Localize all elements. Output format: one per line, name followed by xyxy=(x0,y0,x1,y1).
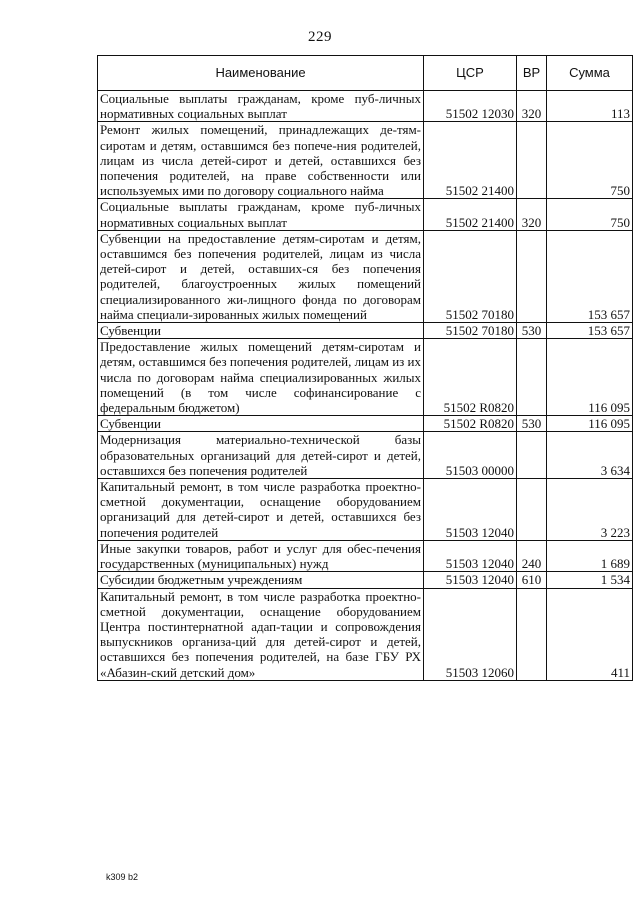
cell-name: Капитальный ремонт, в том числе разработка проектно-сметной документации, оснащение оборудованием Центра постинтернатной адап-тации и сопровождения выпускников организа-ций для детей-сирот и детей, оставшихся без попечения родителей, на базе ГБУ РХ «Абазин-ский детский дом» xyxy=(98,588,424,680)
cell-vr: 320 xyxy=(517,199,547,230)
cell-sum: 411 xyxy=(547,588,633,680)
cell-csr: 51502 70180 xyxy=(424,323,517,339)
table-row xyxy=(98,91,633,122)
column-header-vr: ВР xyxy=(517,56,547,91)
cell-csr: 51502 12030 xyxy=(424,91,517,122)
cell-name: Субсидии бюджетным учреждениям xyxy=(98,572,424,588)
cell-csr: 51502 R0820 xyxy=(424,416,517,432)
cell-vr xyxy=(517,339,547,416)
cell-sum: 153 657 xyxy=(547,230,633,322)
cell-vr xyxy=(517,432,547,479)
cell-sum: 116 095 xyxy=(547,339,633,416)
cell-sum: 1 689 xyxy=(547,540,633,571)
cell-sum: 153 657 xyxy=(547,323,633,339)
cell-name: Субвенции xyxy=(98,323,424,339)
cell-csr: 51503 12040 xyxy=(424,572,517,588)
cell-csr: 51503 12040 xyxy=(424,479,517,541)
cell-name: Модернизация материально-технической базы образовательных организаций для детей-сирот и детей, оставшихся без попечения родителей xyxy=(98,432,424,479)
cell-vr: 530 xyxy=(517,416,547,432)
cell-vr: 530 xyxy=(517,323,547,339)
cell-name: Социальные выплаты гражданам, кроме пуб-личных нормативных социальных выплат xyxy=(98,91,424,122)
cell-vr xyxy=(517,588,547,680)
cell-sum: 3 634 xyxy=(547,432,633,479)
footer-code: k309 b2 xyxy=(106,872,139,882)
budget-table xyxy=(97,55,633,681)
cell-vr: 610 xyxy=(517,572,547,588)
cell-name: Капитальный ремонт, в том числе разработка проектно-сметной документации, оснащение оборудованием организаций для детей-сирот и детей, оставшихся без попечения родителей xyxy=(98,479,424,541)
table-row xyxy=(98,339,633,416)
cell-csr: 51502 21400 xyxy=(424,199,517,230)
cell-csr: 51503 12060 xyxy=(424,588,517,680)
cell-vr: 320 xyxy=(517,91,547,122)
cell-csr: 51502 70180 xyxy=(424,230,517,322)
table-header xyxy=(98,56,633,91)
cell-name: Субвенции на предоставление детям-сиротам и детям, оставшимся без попечения родителей, лицам из числа детей-сирот и детей, оставших-ся без попечения родителей, благоустроенных жилых помещений специализированного жи-лищного фонда по договорам найма специали-зированных жилых помещений xyxy=(98,230,424,322)
cell-vr xyxy=(517,230,547,322)
cell-csr: 51502 R0820 xyxy=(424,339,517,416)
table-row xyxy=(98,588,633,680)
table-row xyxy=(98,572,633,588)
cell-name: Ремонт жилых помещений, принадлежащих де-тям-сиротам и детям, оставшимся без попече-ния родителей, лицам из числа детей-сирот и детей, оставшихся без попечения родителей, на праве собственности или используемых ими по договору социального найма xyxy=(98,122,424,199)
cell-sum: 750 xyxy=(547,199,633,230)
cell-csr: 51502 21400 xyxy=(424,122,517,199)
table-row xyxy=(98,230,633,322)
table-row xyxy=(98,479,633,541)
table-row xyxy=(98,416,633,432)
cell-vr xyxy=(517,122,547,199)
header-row xyxy=(98,56,633,91)
cell-name: Предоставление жилых помещений детям-сиротам и детям, оставшимся без попечения родителей, лицам из их числа по договорам найма специализированных жилых помещений (в том числе софинансирование с федеральным бюджетом) xyxy=(98,339,424,416)
cell-name: Социальные выплаты гражданам, кроме пуб-личных нормативных социальных выплат xyxy=(98,199,424,230)
cell-sum: 3 223 xyxy=(547,479,633,541)
table-row xyxy=(98,323,633,339)
column-header-sum: Сумма xyxy=(547,56,633,91)
table-row xyxy=(98,540,633,571)
cell-name: Иные закупки товаров, работ и услуг для обес-печения государственных (муниципальных) нужд xyxy=(98,540,424,571)
cell-sum: 1 534 xyxy=(547,572,633,588)
column-header-name: Наименование xyxy=(98,56,424,91)
page-number: 229 xyxy=(308,29,332,45)
cell-sum: 116 095 xyxy=(547,416,633,432)
cell-sum: 113 xyxy=(547,91,633,122)
cell-vr xyxy=(517,479,547,541)
cell-csr: 51503 12040 xyxy=(424,540,517,571)
table-body xyxy=(98,91,633,681)
cell-csr: 51503 00000 xyxy=(424,432,517,479)
table-row xyxy=(98,432,633,479)
table-row xyxy=(98,122,633,199)
table-row xyxy=(98,199,633,230)
column-header-csr: ЦСР xyxy=(424,56,517,91)
cell-vr: 240 xyxy=(517,540,547,571)
cell-sum: 750 xyxy=(547,122,633,199)
cell-name: Субвенции xyxy=(98,416,424,432)
